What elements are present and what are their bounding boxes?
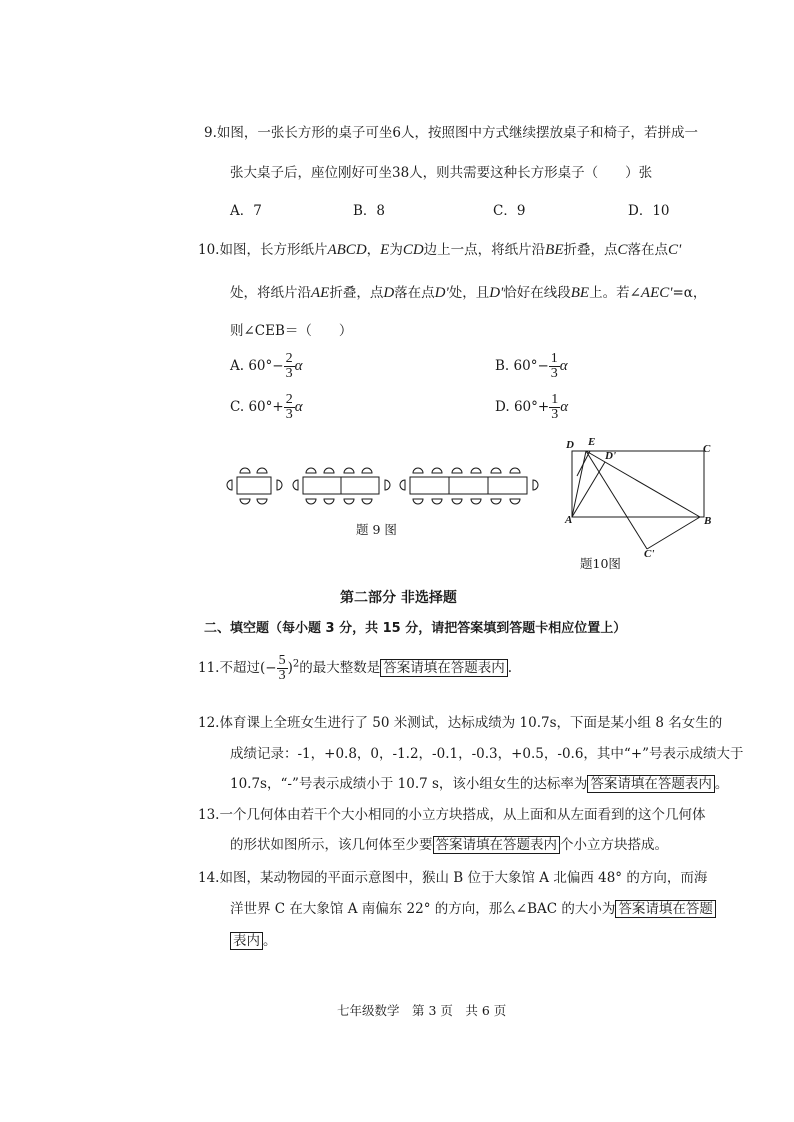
q13-text: 的形状如图所示，该几何体至少要 (230, 837, 433, 853)
q10-math: C' (668, 242, 682, 258)
alpha: α (294, 358, 303, 374)
q11-text: . (507, 660, 513, 676)
label-a: A (565, 514, 573, 526)
q10-line1 (198, 238, 681, 259)
fraction (549, 393, 560, 422)
q9-text-2: 张大桌子后，座位刚好可坐38人，则共需要这种长方形桌子（ ）张 (230, 165, 653, 181)
q10-text: 上。若∠ (589, 285, 641, 301)
section2-heading: 二、填空题（每小题 3 分，共 15 分，请把答案填到答题卡相应位置上） (204, 621, 627, 636)
q9-line1 (204, 121, 698, 141)
page-footer: 七年级数学 第 3 页 共 6 页 (337, 1003, 507, 1018)
line-ec-prime (586, 451, 647, 549)
fraction (277, 654, 288, 683)
option-pre: 60°− (513, 358, 549, 374)
q13-line1 (198, 803, 705, 823)
option-label: C. (230, 399, 245, 415)
chairs-bottom (306, 499, 372, 504)
q14-line1 (198, 866, 707, 886)
fraction (284, 393, 295, 422)
q12-text: 10.7s，“-”号表示成绩小于 10.7 s，该小组女生的达标率为 (230, 776, 588, 792)
q10-text: 处，将纸片沿 (230, 285, 311, 301)
numerator: 2 (285, 392, 293, 407)
exponent: 2 (292, 658, 300, 670)
q10-text: 折叠，点 (329, 285, 384, 301)
q10-text: 落在点 (394, 285, 435, 301)
table-rect (488, 477, 527, 494)
answer-box[interactable]: 答案请填在答题表内 (433, 836, 561, 854)
q14-text: 洋世界 C 在大象馆 A 南偏东 22° 的方向，那么∠BAC 的大小为 (230, 901, 616, 917)
line-be (586, 451, 700, 517)
chair-left (400, 480, 405, 490)
table-rect (410, 477, 449, 494)
q10-text: ， (366, 242, 381, 258)
q10-option-a (230, 352, 302, 381)
q10-text: 折叠，点 (563, 242, 618, 258)
answer-box[interactable]: 答案请填在答题表内 (587, 775, 715, 793)
folding-figure (560, 436, 720, 566)
q9-option-c: C．9 (493, 203, 526, 219)
numerator: 1 (551, 392, 559, 407)
q9-option-d: D．10 (628, 203, 670, 219)
option-label: D. (495, 399, 510, 415)
q14-number: 14. (198, 870, 220, 886)
fraction (549, 352, 560, 381)
q13-text: 一个几何体由若干个大小相同的小立方块搭成，从上面和从左面看到的这个几何体 (219, 807, 706, 823)
denominator: 3 (551, 407, 559, 422)
q12-number: 12. (198, 715, 220, 731)
answer-box[interactable]: 答案请填在答题表内 (380, 659, 508, 677)
label-e: E (588, 436, 596, 448)
q10-text: 处，且 (448, 285, 490, 301)
option-label: A. (230, 358, 245, 374)
q12-line1 (198, 711, 722, 731)
q14-line2 (230, 897, 716, 917)
q12-line3 (230, 772, 728, 792)
table-arrangement-figure (220, 458, 550, 510)
q13-text: 个小立方块搭成。 (560, 837, 668, 853)
q10-text: 边上一点，将纸片沿 (423, 242, 546, 258)
q13-line2 (230, 833, 668, 853)
chair-right (385, 480, 390, 490)
line-ad-prime (572, 462, 605, 517)
part2-title: 第二部分 非选择题 (340, 590, 457, 606)
q10-text: 如图，长方形纸片 (219, 242, 328, 258)
q12-text: 体育课上全班女生进行了 50 米测试，达标成绩为 10.7s，下面是某小组 8 名女生的 (219, 715, 723, 731)
q11-number: 11. (198, 660, 220, 676)
q10-math: AE (311, 285, 330, 301)
q10-line3: 则∠CEB＝（ ） (230, 323, 353, 339)
denominator: 3 (285, 407, 293, 422)
q11-sign: − (265, 660, 277, 676)
q10-option-c (230, 393, 303, 422)
q10-math: ABCD (327, 242, 367, 258)
denominator: 3 (550, 366, 558, 381)
denominator: 3 (278, 668, 286, 683)
q10-math: AEC' (640, 285, 673, 301)
numerator: 2 (285, 351, 293, 366)
chairs-top (413, 468, 520, 473)
chair-left (227, 480, 232, 490)
table-rect (237, 477, 271, 494)
q10-math: CD (402, 242, 424, 258)
option-pre: 60°+ (513, 399, 550, 415)
q10-line2 (230, 281, 706, 302)
fig9-caption: 题 9 图 (356, 522, 397, 537)
q10-number: 10. (198, 242, 220, 258)
q9-number: 9. (204, 125, 217, 141)
label-c-prime: C' (644, 548, 655, 560)
q11-text: ) (287, 660, 293, 676)
table-rect (303, 477, 341, 494)
line-ae (572, 451, 586, 517)
q11-text: 不超过( (219, 660, 266, 676)
label-d-prime: D' (605, 450, 616, 462)
q14-text: 。 (263, 933, 277, 949)
option-pre: 60°− (248, 358, 284, 374)
q9-option-a: A．7 (230, 203, 262, 219)
alpha: α (560, 399, 569, 415)
q10-math: BE (570, 285, 590, 301)
q10-text: 恰好在线段 (503, 285, 571, 301)
table-rect (449, 477, 488, 494)
chairs-top (240, 468, 267, 473)
fraction (284, 352, 295, 381)
q14-text: 如图，某动物园的平面示意图中，猴山 B 位于大象馆 A 北偏西 48° 的方向，而海 (219, 870, 708, 886)
q9-text-1: 如图，一张长方形的桌子可坐6人，按照图中方式继续摆放桌子和椅子，若拼成一 (216, 125, 698, 141)
q12-text: 。 (714, 776, 729, 792)
q10-text: 落在点 (627, 242, 669, 258)
label-d: D (566, 439, 574, 451)
label-c: C (703, 443, 711, 455)
q10-math: D (383, 285, 395, 301)
option-label: B. (495, 358, 510, 374)
q10-math: E (380, 242, 390, 258)
q10-math: C (617, 242, 628, 258)
q13-number: 13. (198, 807, 220, 823)
denominator: 3 (285, 366, 293, 381)
q10-math: D' (489, 285, 504, 301)
alpha: α (559, 358, 568, 374)
chairs-top (306, 468, 372, 473)
option-pre: 60°+ (248, 399, 284, 415)
fig10-caption: 题10图 (580, 556, 621, 571)
q10-math: BE (545, 242, 564, 258)
q14-line3 (230, 929, 277, 949)
numerator: 5 (278, 653, 286, 668)
q10-text: =α， (672, 285, 707, 301)
q10-math: D' (434, 285, 449, 301)
q10-option-b (495, 352, 568, 381)
q11 (198, 654, 512, 683)
answer-box-continued[interactable]: 表内 (230, 932, 263, 950)
line-bc-prime (647, 517, 700, 549)
answer-box[interactable]: 答案请填在答题 (615, 900, 716, 918)
q11-text: 的最大整数是 (299, 660, 381, 676)
numerator: 1 (550, 351, 558, 366)
chair-left (293, 480, 298, 490)
chairs-bottom (240, 499, 267, 504)
q10-option-d (495, 393, 568, 422)
table-rect (341, 477, 379, 494)
chairs-bottom (413, 499, 520, 504)
chair-right (277, 480, 282, 490)
alpha: α (294, 399, 303, 415)
chair-right (533, 480, 538, 490)
q9-option-b: B．8 (353, 203, 386, 219)
label-b: B (704, 515, 712, 527)
fold-line (577, 451, 590, 476)
q12-line2: 成绩记录：-1，+0.8，0，-1.2，-0.1，-0.3，+0.5，-0.6，其中“+”号表示成绩大于 (230, 746, 744, 762)
q10-text: 为 (389, 242, 403, 258)
